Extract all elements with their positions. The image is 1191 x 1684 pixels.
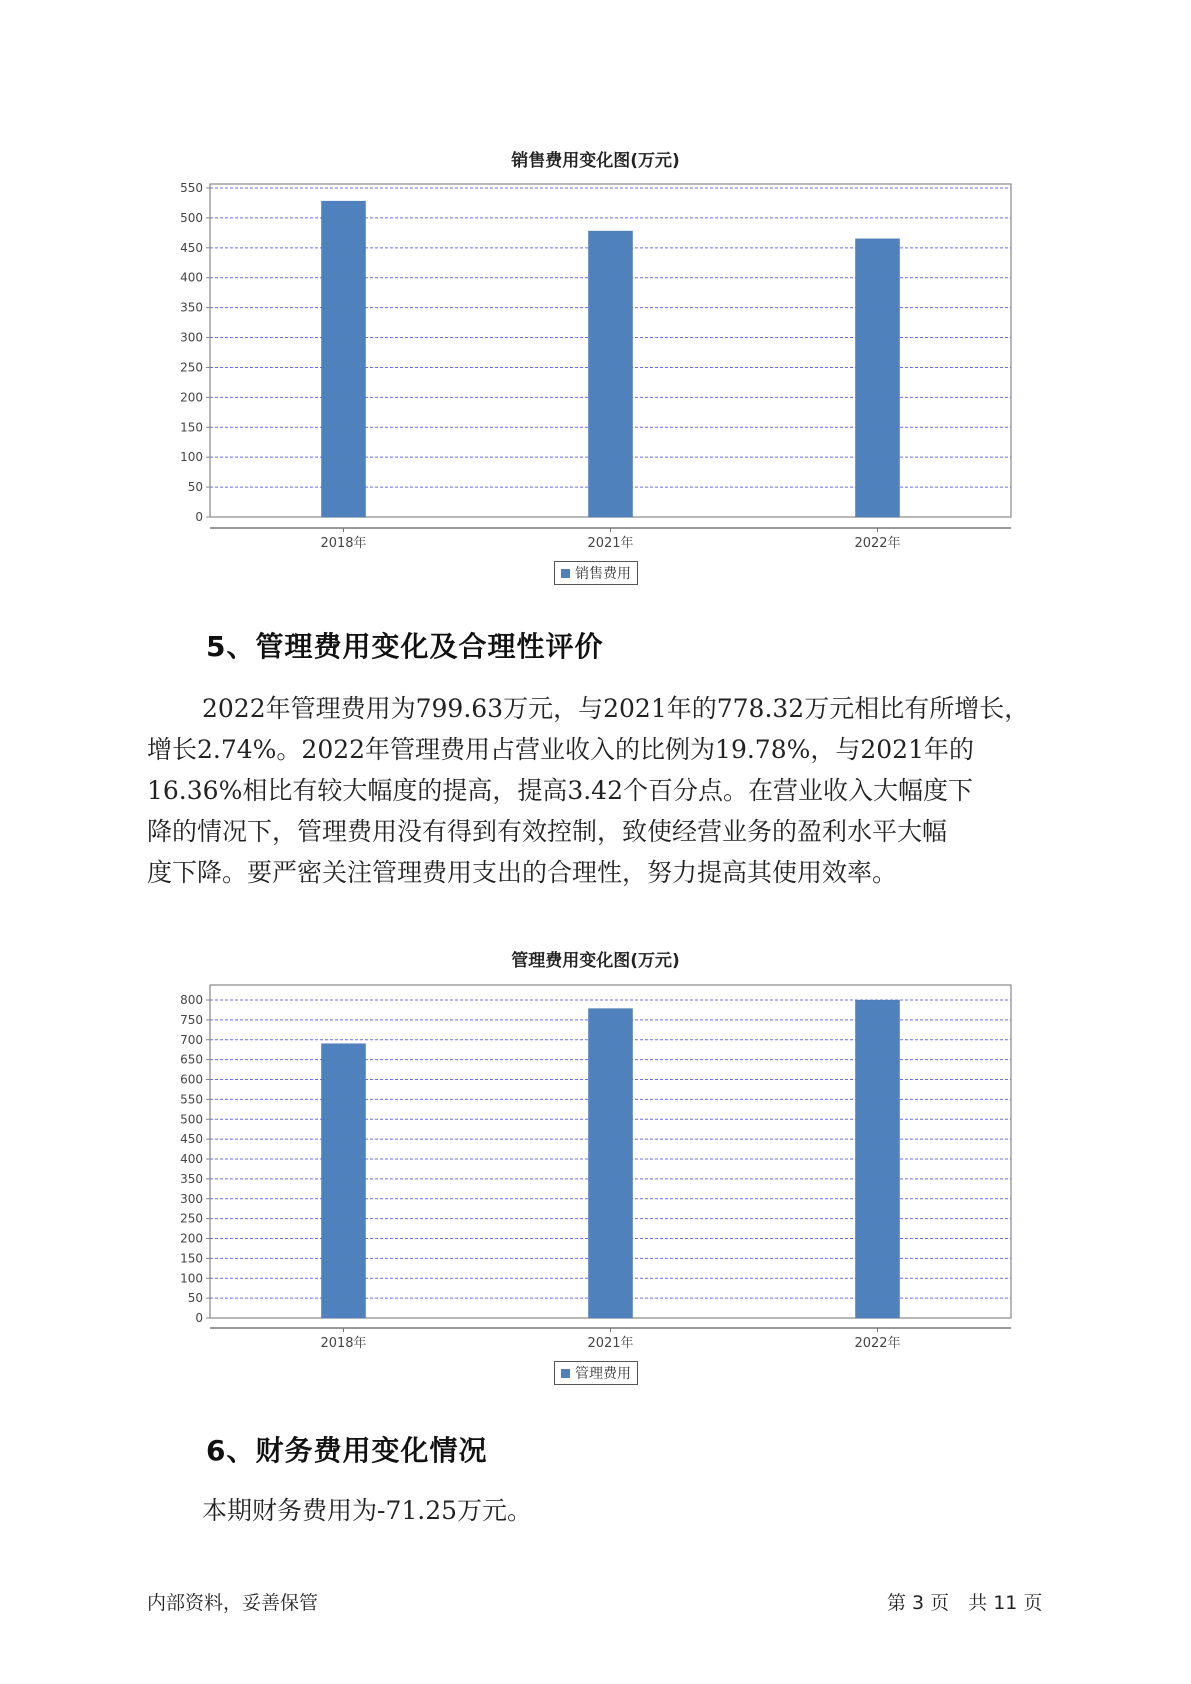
bar xyxy=(589,1009,633,1318)
y-tick-label: 100 xyxy=(180,1271,203,1286)
y-tick-label: 150 xyxy=(180,420,203,435)
y-tick-label: 600 xyxy=(180,1072,203,1087)
paragraph-line: 度下降。要严密关注管理费用支出的合理性，努力提高其使用效率。 xyxy=(147,858,898,887)
chart1-title: 销售费用变化图(万元) xyxy=(511,151,680,171)
x-tick-label: 2021年 xyxy=(587,536,634,551)
bar xyxy=(856,1000,900,1318)
x-tick-label: 2022年 xyxy=(854,536,901,551)
y-tick-label: 50 xyxy=(187,1291,203,1306)
legend-label: 管理费用 xyxy=(575,1366,631,1382)
x-tick-label: 2018年 xyxy=(320,1336,367,1351)
y-tick-label: 450 xyxy=(180,1132,203,1147)
y-tick-label: 300 xyxy=(180,330,203,345)
page-number: 第 3 页 共 11 页 xyxy=(887,1592,1043,1614)
y-tick-label: 500 xyxy=(180,210,203,225)
y-tick-label: 250 xyxy=(180,1211,203,1226)
y-tick-label: 50 xyxy=(187,480,203,495)
y-tick-label: 350 xyxy=(180,1171,203,1186)
chart2-legend xyxy=(554,1361,638,1385)
chart2-title: 管理费用变化图(万元) xyxy=(511,951,680,971)
y-tick-label: 450 xyxy=(180,240,203,255)
paragraph-line: 降的情况下，管理费用没有得到有效控制，致使经营业务的盈利水平大幅 xyxy=(147,817,948,846)
x-tick-label: 2022年 xyxy=(854,1336,901,1351)
y-tick-label: 500 xyxy=(180,1112,203,1127)
section6-paragraph xyxy=(147,1490,1047,1531)
y-tick-label: 0 xyxy=(195,510,203,524)
y-tick-label: 550 xyxy=(180,1092,203,1107)
legend-swatch xyxy=(561,1369,570,1378)
y-tick-label: 400 xyxy=(180,1152,203,1166)
paragraph-line: 16.36%相比有较大幅度的提高，提高3.42个百分点。在营业收入大幅度下 xyxy=(147,776,973,805)
y-tick-label: 300 xyxy=(180,1191,203,1206)
y-tick-label: 650 xyxy=(180,1052,203,1067)
y-tick-label: 150 xyxy=(180,1251,203,1266)
y-tick-label: 700 xyxy=(180,1032,203,1047)
y-tick-label: 350 xyxy=(180,300,203,315)
legend-label: 销售费用 xyxy=(575,566,631,582)
y-tick-label: 200 xyxy=(180,1231,203,1246)
y-tick-label: 800 xyxy=(180,993,203,1007)
y-tick-label: 550 xyxy=(180,181,203,195)
section6-heading: 6、财务费用变化情况 xyxy=(206,1434,488,1467)
y-tick-label: 400 xyxy=(180,270,203,285)
paragraph-line: 2022年管理费用为799.63万元，与2021年的778.32万元相比有所增长， xyxy=(202,694,1030,723)
x-tick-label: 2018年 xyxy=(320,536,367,551)
paragraph-line: 增长2.74%。2022年管理费用占营业收入的比例为19.78%，与2021年的 xyxy=(147,735,974,764)
y-tick-label: 0 xyxy=(195,1311,203,1325)
y-tick-label: 100 xyxy=(180,450,203,465)
x-tick-label: 2021年 xyxy=(587,1336,634,1351)
y-tick-label: 200 xyxy=(180,390,203,405)
y-tick-label: 750 xyxy=(180,1012,203,1027)
section5-heading: 5、管理费用变化及合理性评价 xyxy=(206,630,604,663)
footer-note: 内部资料，妥善保管 xyxy=(147,1592,319,1614)
paragraph-line: 本期财务费用为-71.25万元。 xyxy=(202,1496,533,1525)
y-tick-label: 250 xyxy=(180,360,203,375)
bar xyxy=(322,1044,366,1318)
